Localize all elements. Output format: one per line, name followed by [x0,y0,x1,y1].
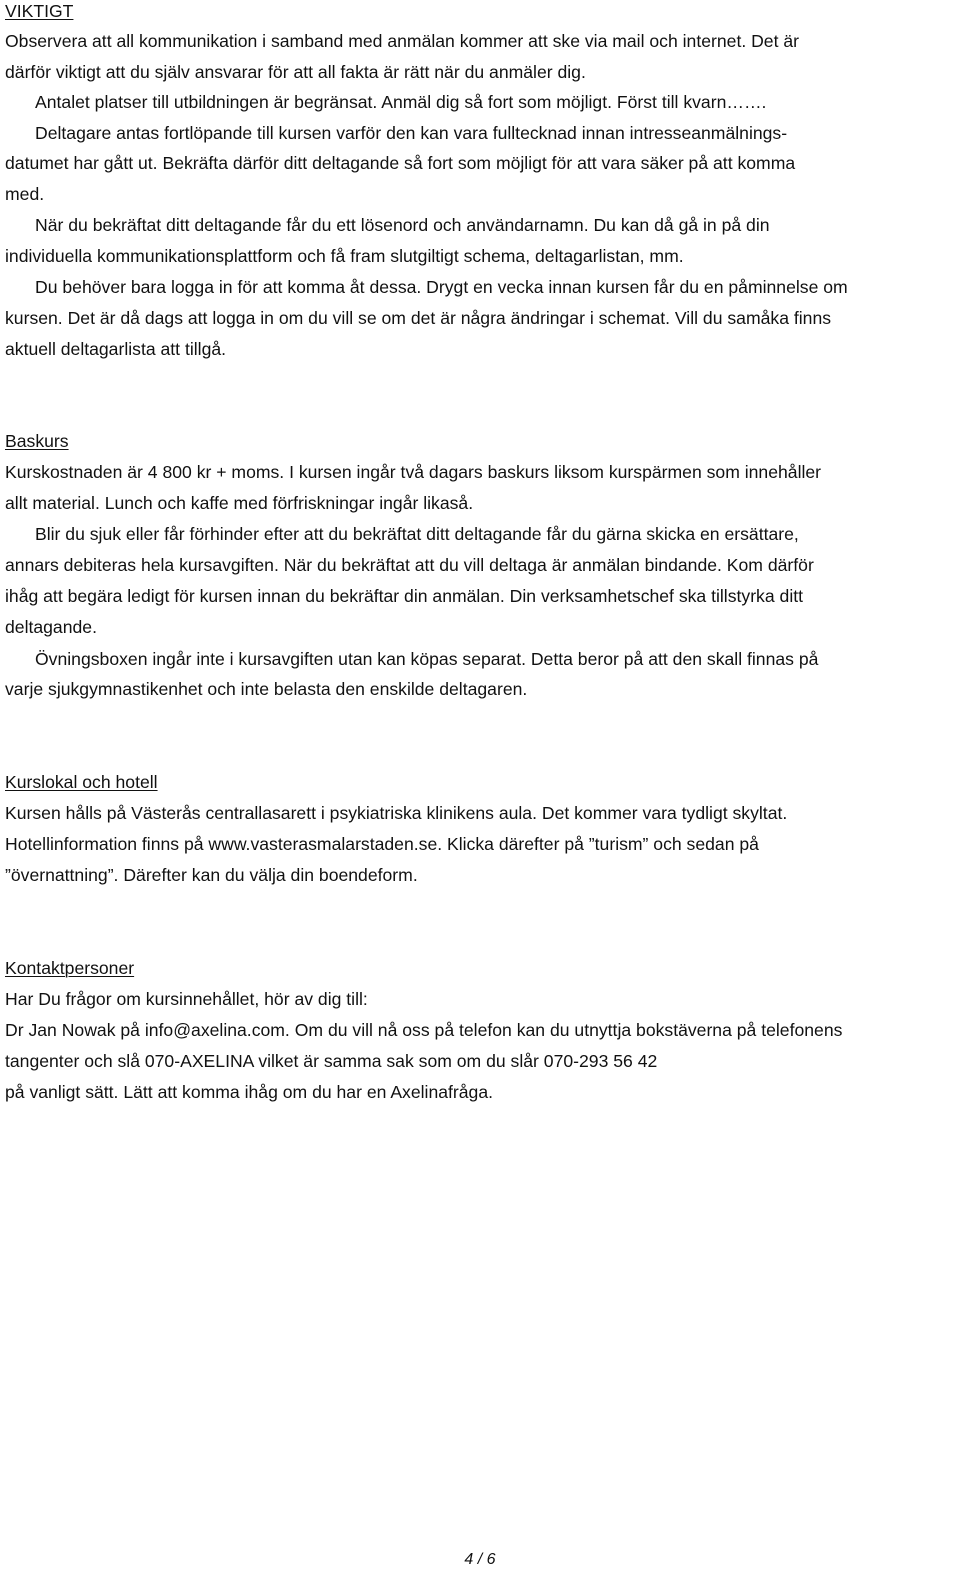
paragraph-line: Har Du frågor om kursinnehållet, hör av dig till: [5,989,368,1009]
paragraph-line: Deltagare antas fortlöpande till kursen varför den kan vara fulltecknad innan intresseanmälnings- [35,123,788,143]
paragraph-line: När du bekräftat ditt deltagande får du ett lösenord och användarnamn. Du kan då gå in på din [35,215,770,235]
paragraph-line: aktuell deltagarlista att tillgå. [5,339,227,359]
page-number: 4 / 6 [464,1551,496,1568]
paragraph-line: på vanligt sätt. Lätt att komma ihåg om du har en Axelinafråga. [5,1082,494,1102]
paragraph-line: deltagande. [5,617,97,637]
paragraph-line: ihåg att begära ledigt för kursen innan du bekräftar din anmälan. Din verksamhetschef ska tillstyrka ditt [5,586,803,606]
paragraph-line: Du behöver bara logga in för att komma åt dessa. Drygt en vecka innan kursen får du en påminnelse om [35,277,848,297]
paragraph-line: Kurskostnaden är 4 800 kr + moms. I kursen ingår två dagars baskurs liksom kurspärmen som innehåller [5,462,822,482]
paragraph-line: därför viktigt att du själv ansvarar för att all fakta är rätt när du anmäler dig. [5,62,586,82]
paragraph-line: ”övernattning”. Därefter kan du välja din boendeform. [5,865,418,885]
paragraph-line: Blir du sjuk eller får förhinder efter att du bekräftat ditt deltagande får du gärna skicka en ersättare, [35,524,799,544]
paragraph-line: Antalet platser till utbildningen är begränsat. Anmäl dig så fort som möjligt. Först till kvarn……. [35,92,767,112]
paragraph-line: med. [5,184,45,204]
paragraph-line: Observera att all kommunikation i samband med anmälan kommer att ske via mail och internet. Det är [5,31,800,51]
paragraph-line: kursen. Det är då dags att logga in om du vill se om det är några ändringar i schemat. Vill du samåka finns [5,308,832,328]
paragraph-line: individuella kommunikationsplattform och få fram slutgiltigt schema, deltagarlistan, mm. [5,246,684,266]
paragraph-line: Kursen hålls på Västerås centrallasarett i psykiatriska klinikens aula. Det kommer vara tydligt skyltat. [5,803,788,823]
paragraph-line: varje sjukgymnastikenhet och inte belasta den enskilde deltagaren. [5,679,528,699]
paragraph-line: tangenter och slå 070-AXELINA vilket är samma sak som om du slår 070-293 56 42 [5,1051,658,1071]
paragraph-line: Övningsboxen ingår inte i kursavgiften utan kan köpas separat. Detta beror på att den skall finnas på [35,649,819,669]
paragraph-line: Hotellinformation finns på www.vasterasmalarstaden.se. Klicka därefter på ”turism” och sedan på [5,834,759,854]
section-heading-kurslokal: Kurslokal och hotell [5,772,158,792]
paragraph-line: annars debiteras hela kursavgiften. När du bekräftat att du vill deltaga är anmälan bindande. Kom därför [5,555,814,575]
paragraph-line: Dr Jan Nowak på info@axelina.com. Om du vill nå oss på telefon kan du utnyttja bokstäverna på telefonens [5,1020,843,1040]
paragraph-line: allt material. Lunch och kaffe med förfriskningar ingår likaså. [5,493,474,513]
section-heading-kontaktpersoner: Kontaktpersoner [5,958,135,978]
section-heading-baskurs: Baskurs [5,431,69,451]
section-heading-viktigt: VIKTIGT [5,1,74,21]
paragraph-line: datumet har gått ut. Bekräfta därför ditt deltagande så fort som möjligt för att vara säker på att komma [5,153,796,173]
